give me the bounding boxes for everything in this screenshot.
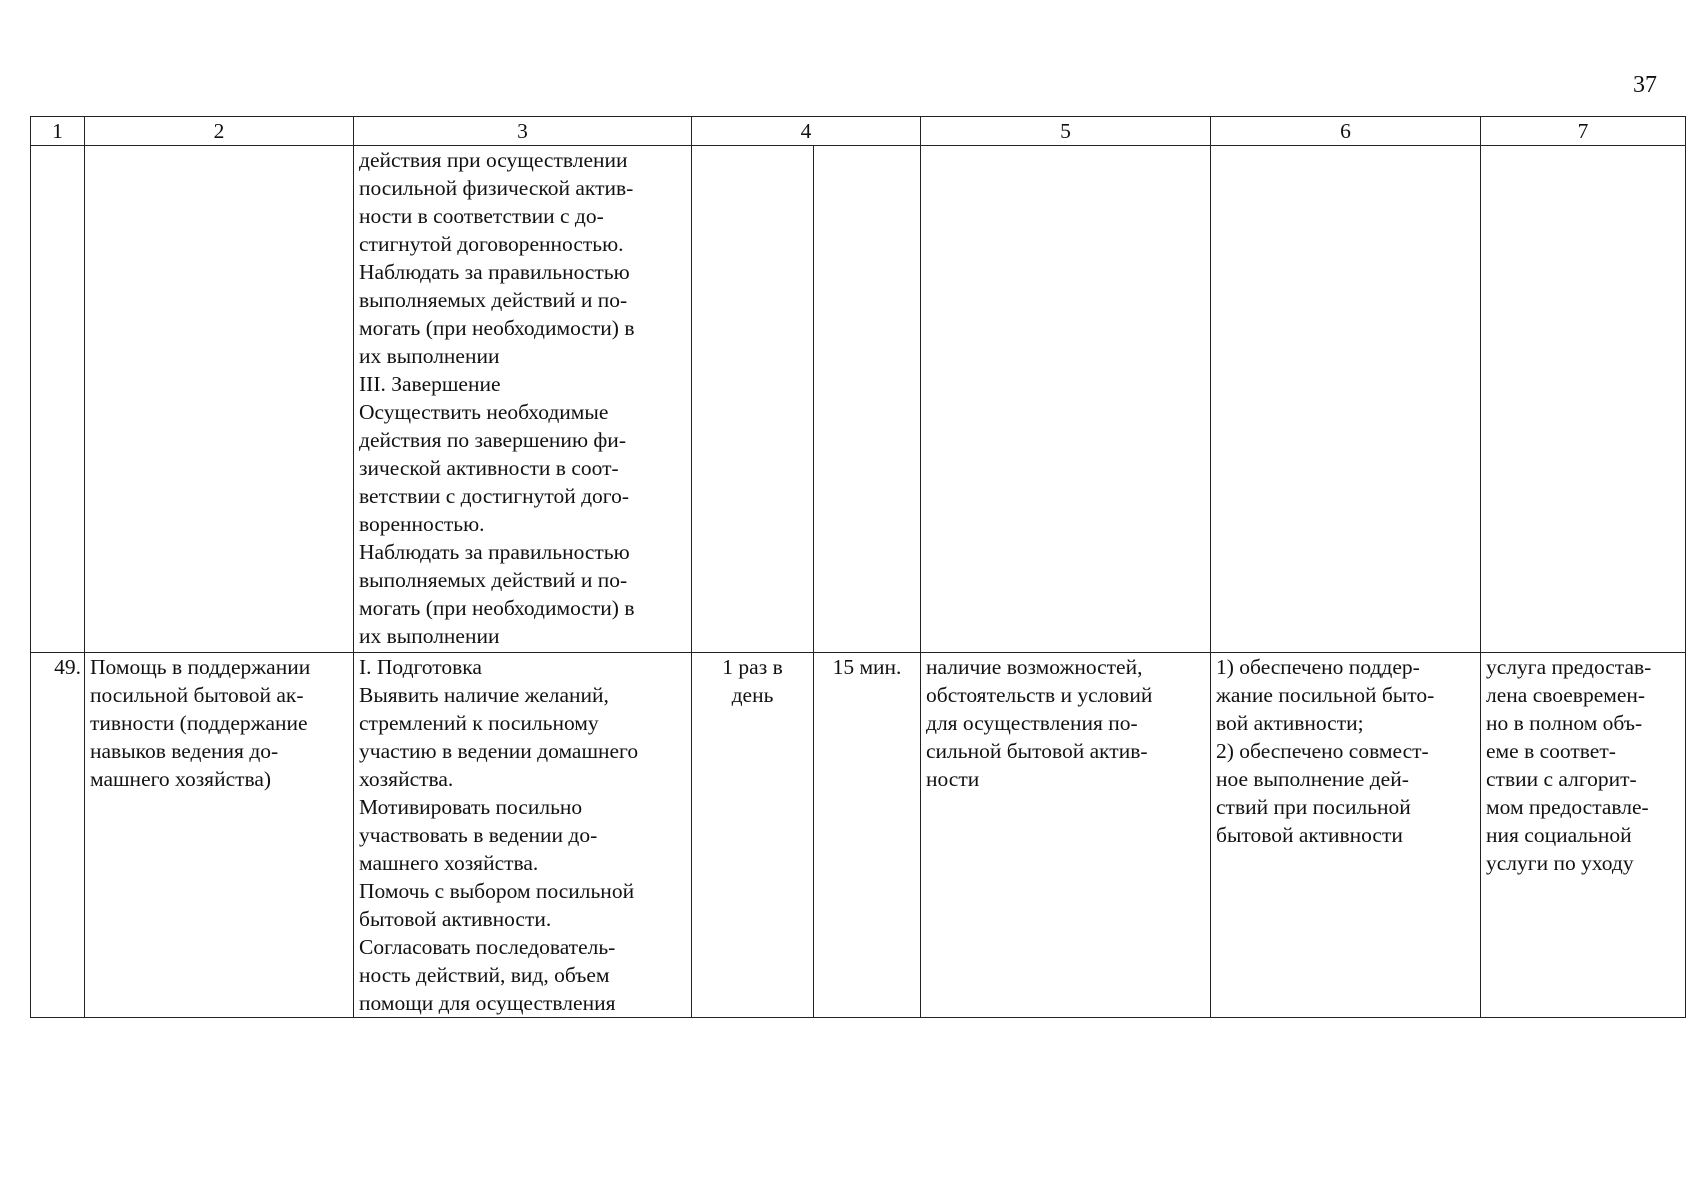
cell-text-line: наличие возможностей, (926, 655, 1143, 679)
cell-text-line: ствии с алгорит- (1486, 767, 1637, 791)
cell-result (1211, 146, 1481, 653)
cell-text-line: услуга предостав- (1486, 655, 1652, 679)
cell-text-line: мом предоставле- (1486, 795, 1649, 819)
header-row (31, 117, 1686, 146)
cell-conditions (921, 146, 1211, 653)
cell-text-line: вой активности; (1216, 711, 1364, 735)
header-col-3: 3 (354, 117, 692, 146)
cell-actions (354, 146, 692, 653)
cell-text-line: 1 раз в (722, 655, 783, 679)
cell-text-line: посильной бытовой ак- (90, 683, 304, 707)
header-col-2: 2 (85, 117, 354, 146)
cell-text-line: бытовой активности. (359, 907, 552, 931)
page-number: 37 (1633, 72, 1657, 98)
cell-text-line: 2) обеспечено совмест- (1216, 739, 1429, 763)
header-col-6: 6 (1211, 117, 1481, 146)
cell-text-line: могать (при необходимости) в (359, 316, 635, 340)
cell-text-line: навыков ведения до- (90, 739, 279, 763)
cell-text-line: для осуществления по- (926, 711, 1138, 735)
cell-text-line: лена своевремен- (1486, 683, 1646, 707)
cell-text-line: стигнутой договоренностью. (359, 232, 624, 256)
cell-duration (814, 653, 921, 1018)
cell-text-line: их выполнении (359, 344, 500, 368)
cell-text-line: 15 мин. (832, 655, 902, 679)
cell-text-line: III. Завершение (359, 372, 501, 396)
cell-text-line: воренностью. (359, 512, 485, 536)
cell-evaluation (1481, 653, 1686, 1018)
cell-text-line: хозяйства. (359, 767, 454, 791)
cell-text-line: посильной физической актив- (359, 176, 634, 200)
cell-text-line: выполняемых действий и по- (359, 288, 628, 312)
cell-service (85, 653, 354, 1018)
cell-text-line: могать (при необходимости) в (359, 596, 635, 620)
cell-text-line: ствий при посильной (1216, 795, 1411, 819)
cell-text-line: выполняемых действий и по- (359, 568, 628, 592)
cell-text-line: ветствии с достигнутой дого- (359, 484, 629, 508)
cell-evaluation (1481, 146, 1686, 653)
cell-text-line: ности в соответствии с до- (359, 204, 604, 228)
cell-text-line: I. Подготовка (359, 655, 482, 679)
cell-text-line: Осуществить необходимые (359, 400, 609, 424)
cell-text-line: ное выполнение дей- (1216, 767, 1409, 791)
cell-text-line: но в полном объ- (1486, 711, 1643, 735)
cell-text-line: день (731, 683, 774, 707)
cell-text-line: помощи для осуществления (359, 991, 616, 1015)
cell-text-line: бытовой активности (1216, 823, 1403, 847)
cell-text-line: Наблюдать за правильностью (359, 540, 630, 564)
cell-text-line: ности (926, 767, 980, 791)
cell-actions (354, 653, 692, 1018)
cell-text-line: сильной бытовой актив- (926, 739, 1148, 763)
cell-text-line: тивности (поддержание (90, 711, 308, 735)
header-col-4: 4 (692, 117, 921, 146)
cell-text-line: Согласовать последователь- (359, 935, 616, 959)
cell-text-line: еме в соответ- (1486, 739, 1616, 763)
cell-frequency (692, 146, 814, 653)
cell-text-line: жание посильной быто- (1216, 683, 1435, 707)
cell-conditions (921, 653, 1211, 1018)
cell-text-line: ность действий, вид, объем (359, 963, 610, 987)
cell-duration (814, 146, 921, 653)
cell-text-line: ния социальной (1486, 823, 1632, 847)
cell-text-line: зической активности в соот- (359, 456, 619, 480)
cell-result (1211, 653, 1481, 1018)
cell-text-line: 1) обеспечено поддер- (1216, 655, 1420, 679)
cell-text-line: действия по завершению фи- (359, 428, 626, 452)
cell-frequency (692, 653, 814, 1018)
cell-text-line: Мотивировать посильно (359, 795, 583, 819)
table-row-49 (31, 653, 1686, 1018)
header-col-7: 7 (1481, 117, 1686, 146)
cell-text-line: стремлений к посильному (359, 711, 599, 735)
cell-text-line: Помощь в поддержании (90, 655, 311, 679)
cell-text-line: обстоятельств и условий (926, 683, 1153, 707)
cell-number: 49. (31, 653, 85, 1018)
cell-text-line: участвовать в ведении до- (359, 823, 598, 847)
cell-text-line: Выявить наличие желаний, (359, 683, 609, 707)
cell-text-line: услуги по уходу (1486, 851, 1634, 875)
cell-text-line: машнего хозяйства) (90, 767, 272, 791)
cell-text-line: машнего хозяйства. (359, 851, 539, 875)
cell-number (31, 146, 85, 653)
header-col-1: 1 (31, 117, 85, 146)
cell-text-line: Наблюдать за правильностью (359, 260, 630, 284)
cell-text-line: их выполнении (359, 624, 500, 648)
services-table (30, 116, 1686, 1018)
cell-text-line: действия при осуществлении (359, 148, 628, 172)
cell-text-line: участию в ведении домашнего (359, 739, 639, 763)
cell-service (85, 146, 354, 653)
table-row-continuation (31, 146, 1686, 653)
header-col-5: 5 (921, 117, 1211, 146)
cell-text-line: Помочь с выбором посильной (359, 879, 635, 903)
